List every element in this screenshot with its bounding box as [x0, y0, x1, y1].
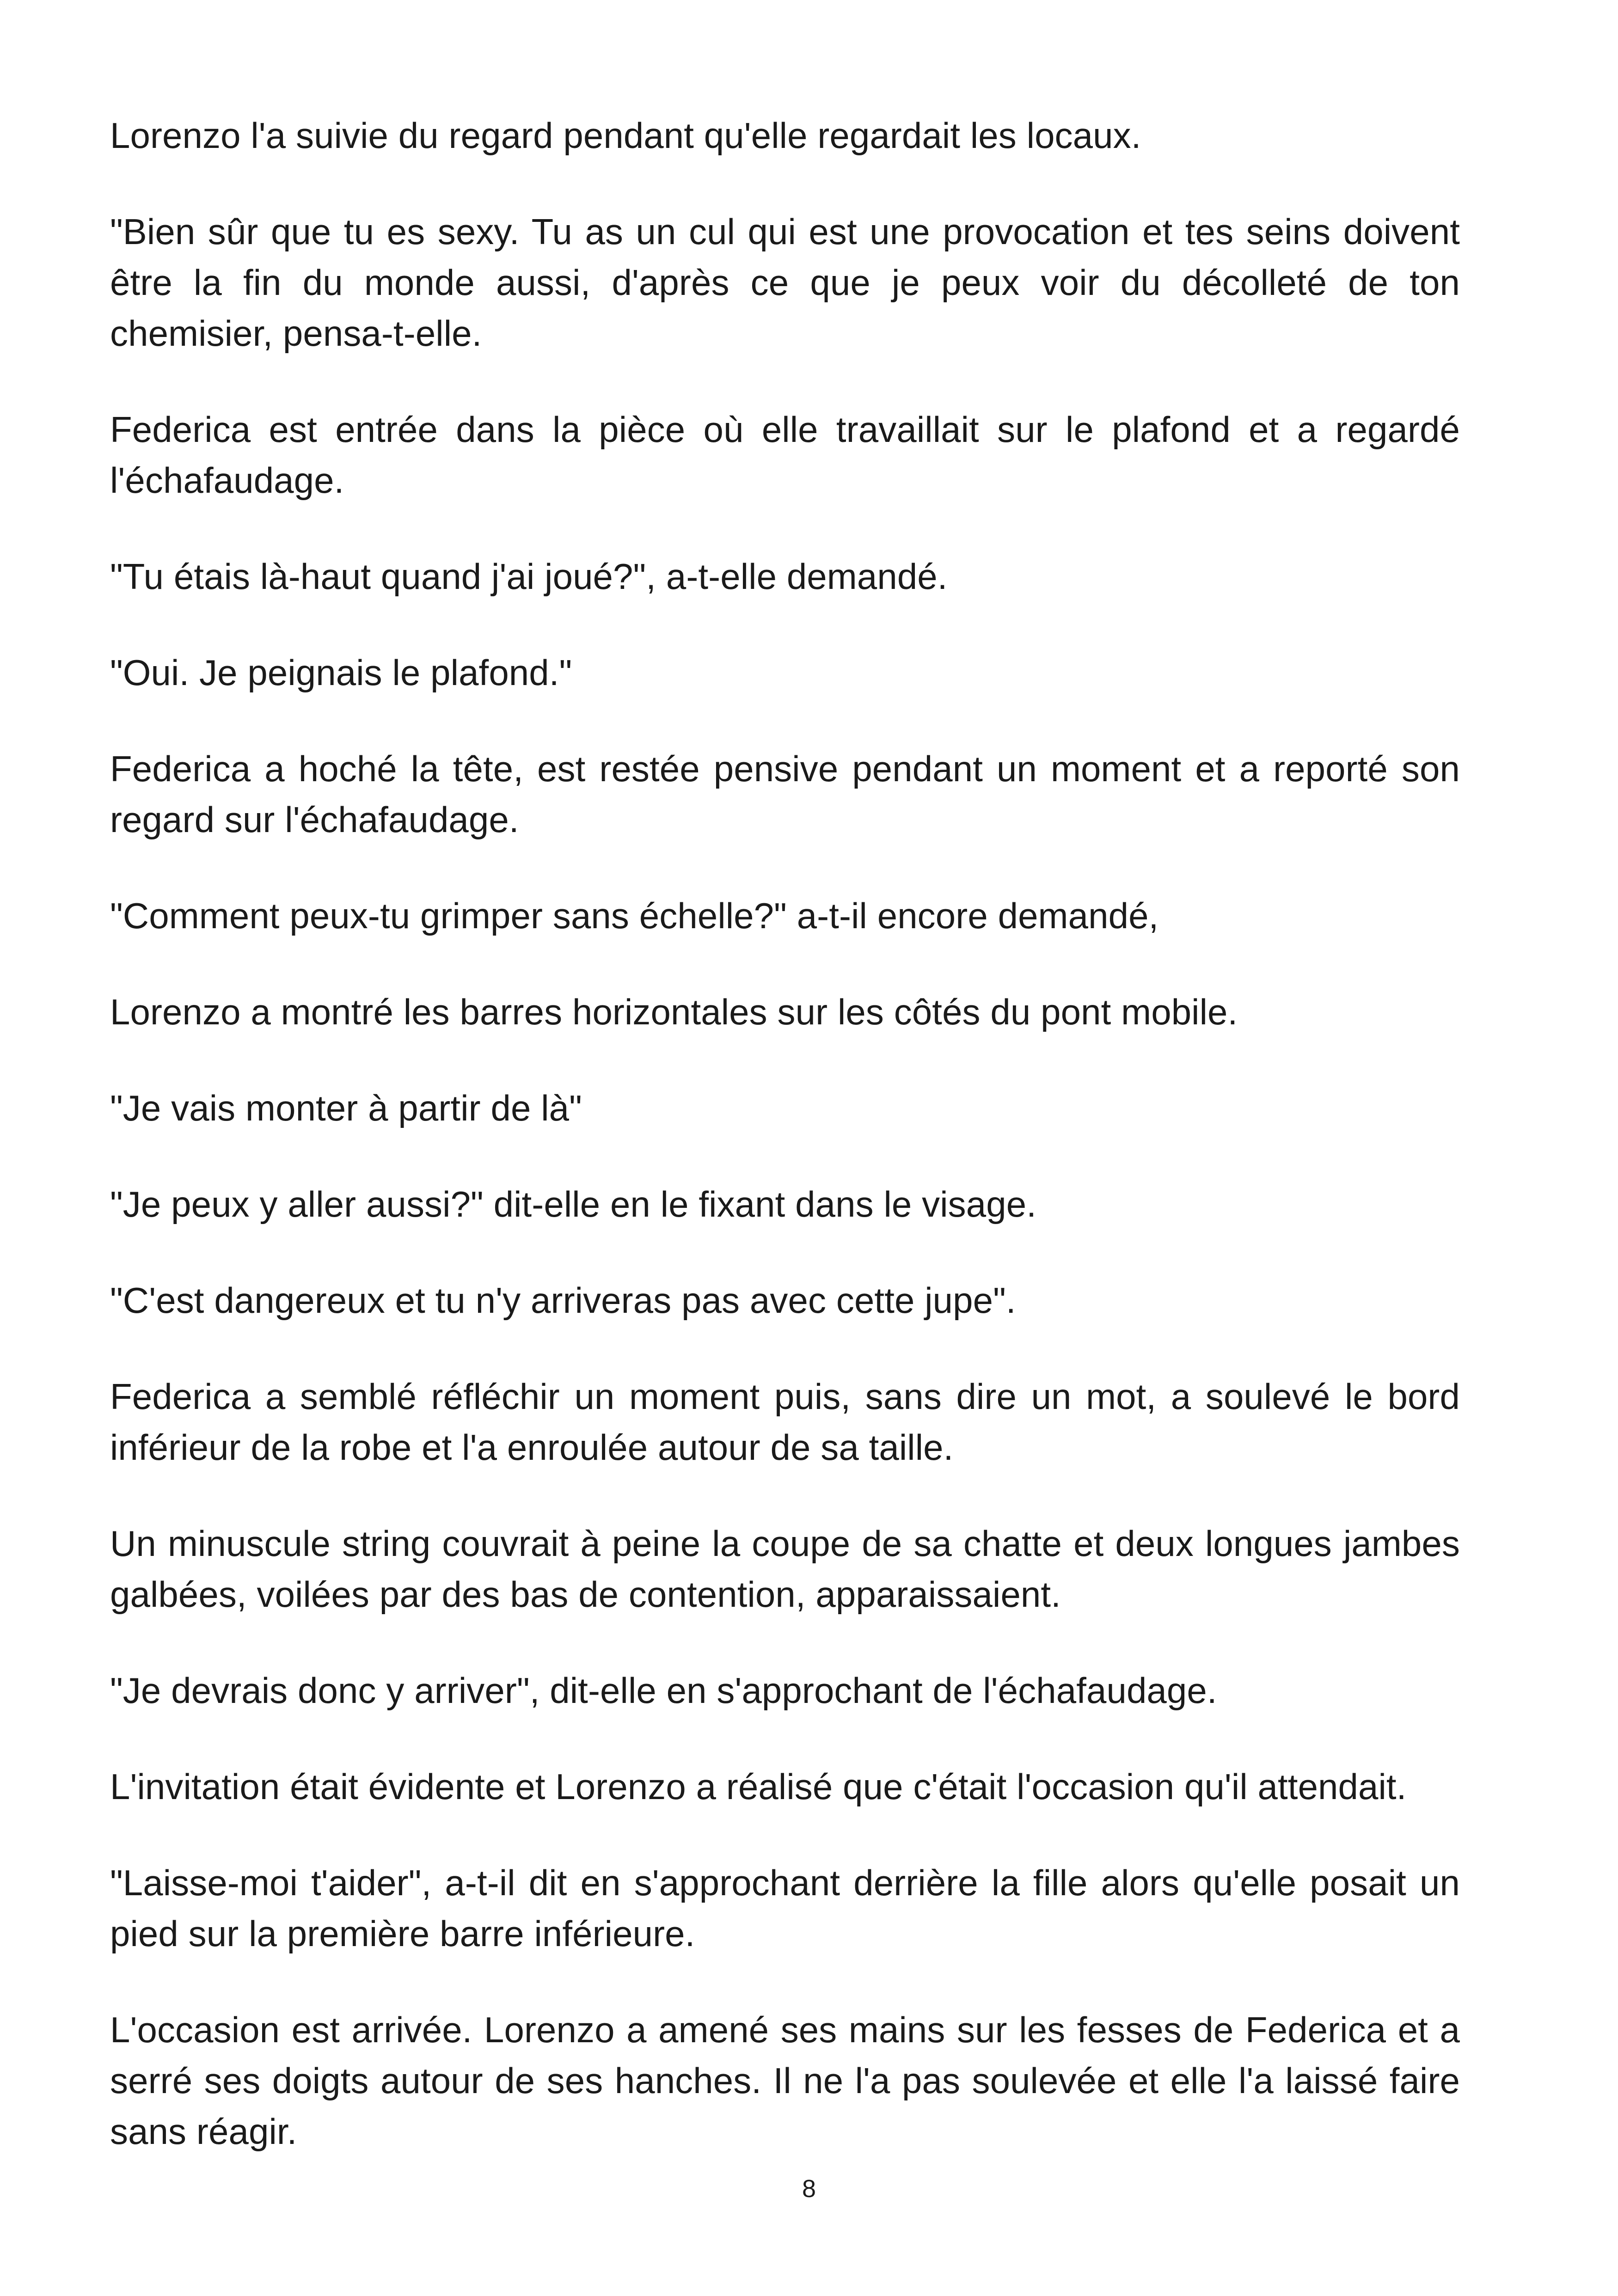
- paragraph: Federica est entrée dans la pièce où elle travaillait sur le plafond et a regardé l'échafaudage.: [110, 409, 1460, 501]
- paragraph: "Laisse-moi t'aider", a-t-il dit en s'approchant derrière la fille alors qu'elle posait un pied sur la première barre inférieure.: [110, 1862, 1460, 1954]
- paragraph: Federica a hoché la tête, est restée pensive pendant un moment et a reporté son regard sur l'échafaudage.: [110, 748, 1460, 840]
- paragraph: "Je peux y aller aussi?" dit-elle en le fixant dans le visage.: [110, 1184, 1036, 1225]
- page-number: 8: [802, 2175, 816, 2203]
- paragraph: "Oui. Je peignais le plafond.": [110, 652, 572, 693]
- paragraph: "Je vais monter à partir de là": [110, 1088, 582, 1128]
- paragraph: "C'est dangereux et tu n'y arriveras pas avec cette jupe".: [110, 1280, 1016, 1321]
- paragraph: Federica a semblé réfléchir un moment puis, sans dire un mot, a soulevé le bord inférieur de la robe et l'a enroulée autour de sa taille.: [110, 1376, 1460, 1468]
- text-body: [110, 110, 1460, 2202]
- paragraph: "Comment peux-tu grimper sans échelle?" a-t-il encore demandé,: [110, 895, 1159, 936]
- paragraph: Lorenzo l'a suivie du regard pendant qu'elle regardait les locaux.: [110, 115, 1141, 156]
- paragraph: "Bien sûr que tu es sexy. Tu as un cul qui est une provocation et tes seins doivent être la fin du monde aussi, d'après ce que je peux voir du décolleté de ton chemisier, pensa-t-elle.: [110, 211, 1460, 354]
- paragraph: "Je devrais donc y arriver", dit-elle en s'approchant de l'échafaudage.: [110, 1670, 1217, 1711]
- paragraph: "Tu étais là-haut quand j'ai joué?", a-t-elle demandé.: [110, 556, 948, 597]
- paragraph: L'occasion est arrivée. Lorenzo a amené ses mains sur les fesses de Federica et a serré ses doigts autour de ses hanches. Il ne l'a pas soulevée et elle l'a laissé faire sans réagir.: [110, 2009, 1460, 2152]
- paragraph: Lorenzo a montré les barres horizontales sur les côtés du pont mobile.: [110, 992, 1238, 1032]
- paragraph: Un minuscule string couvrait à peine la coupe de sa chatte et deux longues jambes galbées, voilées par des bas de contention, apparaissaient.: [110, 1523, 1460, 1615]
- paragraph: L'invitation était évidente et Lorenzo a réalisé que c'était l'occasion qu'il attendait.: [110, 1766, 1407, 1807]
